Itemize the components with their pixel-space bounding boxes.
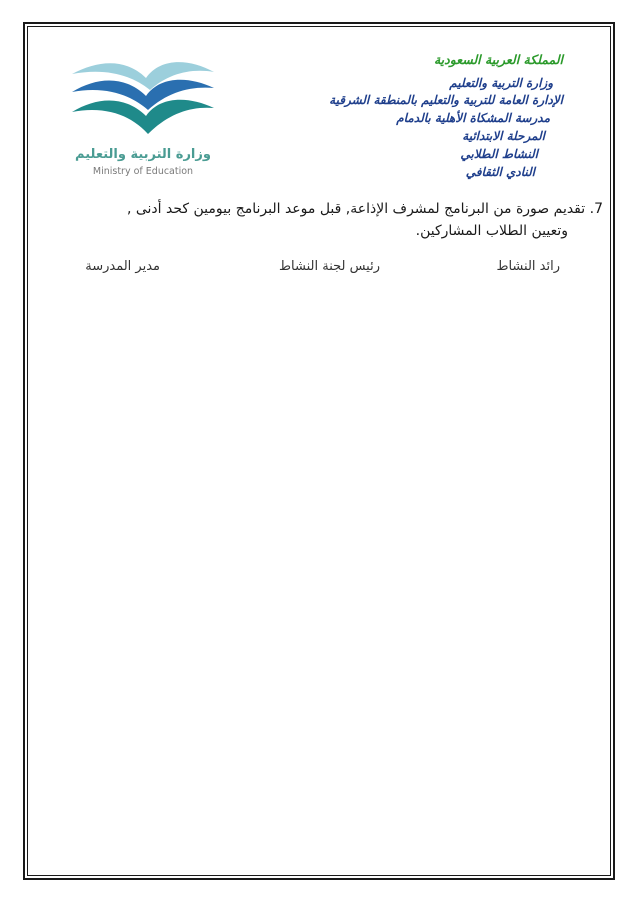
header-club: النادي الثقافي	[465, 165, 535, 179]
item-number: 7.	[589, 201, 603, 217]
header-ministry: وزارة التربية والتعليم	[449, 76, 553, 90]
item-text-line-1: تقديم صورة من البرنامج لمشرف الإذاعة, قبل موعد البرنامج بيومين كحد أدنى ,	[126, 201, 586, 217]
list-item-7	[58, 198, 603, 239]
header-administration: الإدارة العامة للتربية والتعليم بالمنطقة الشرقية	[329, 93, 563, 107]
header-activity: النشاط الطلابي	[460, 147, 538, 161]
ministry-logo	[68, 52, 218, 182]
ministry-emblem-icon	[68, 52, 218, 147]
header-stage: المرحلة الابتدائية	[462, 129, 545, 143]
signature-principal: مدير المدرسة	[85, 259, 160, 274]
signature-row	[60, 259, 560, 281]
signature-committee-head: رئيس لجنة النشاط	[279, 259, 380, 274]
item-text-line-2: وتعيين الطلاب المشاركين.	[415, 223, 568, 239]
logo-arabic-text: وزارة التربية والتعليم	[75, 147, 211, 162]
header-country: المملكة العربية السعودية	[433, 52, 563, 67]
signature-activity-leader: رائد النشاط	[496, 259, 560, 274]
logo-english-text: Ministry of Education	[92, 166, 194, 177]
header-school: مدرسة المشكاة الأهلية بالدمام	[396, 111, 550, 125]
